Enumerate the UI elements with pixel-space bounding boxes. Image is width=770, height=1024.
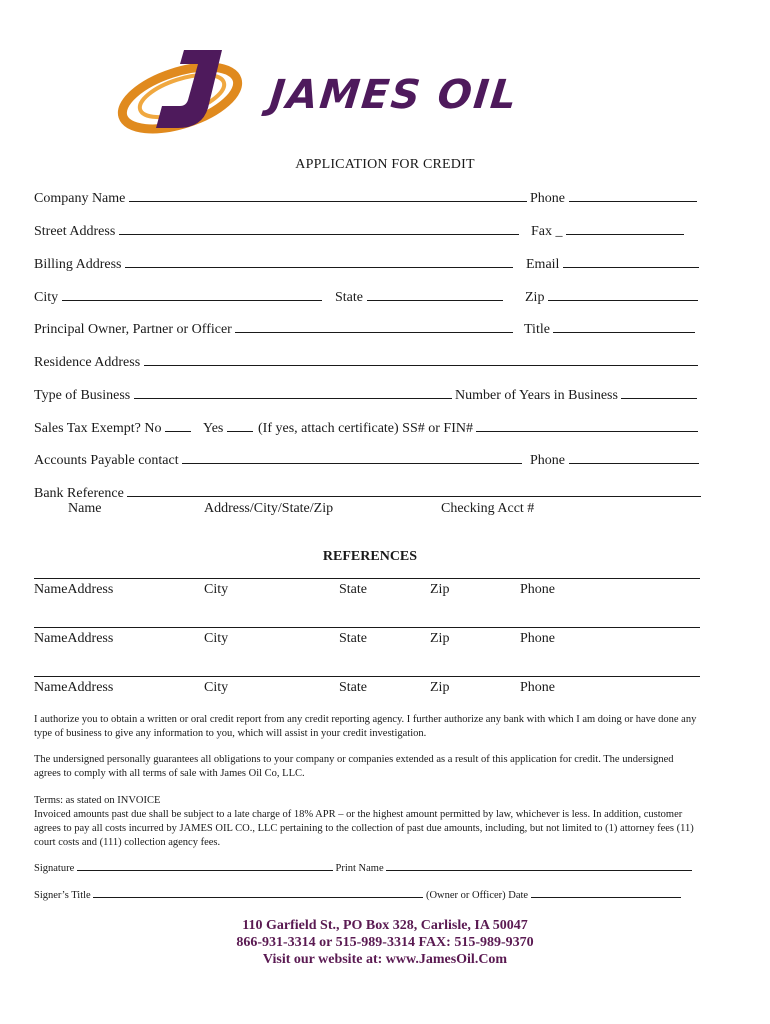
ref3-nameaddress: NameAddress — [34, 680, 114, 695]
ref1-nameaddress: NameAddress — [34, 582, 114, 597]
footer-phones: 866-931-3314 or 515-989-3314 FAX: 515-989-9370 — [236, 935, 534, 950]
ap-phone-label: Phone — [530, 453, 565, 468]
email-field[interactable] — [526, 255, 699, 273]
tax-exempt-no-field[interactable] — [34, 419, 191, 437]
reference-2-line[interactable] — [34, 627, 700, 628]
signers-title-row — [34, 887, 702, 901]
logo-text: JAMES OIL — [267, 72, 521, 118]
guarantee-text: The undersigned personally guarantees all obligations to your company or companies extended as a result of this application for credit. The undersigned agrees to comply with all terms of sale with James Oil Co, LLC. — [34, 754, 674, 779]
phone-label: Phone — [530, 191, 565, 206]
footer-website[interactable]: Visit our website at: www.JamesOil.Com — [262, 952, 508, 967]
accounts-payable-field[interactable] — [34, 451, 522, 469]
company-logo — [112, 44, 656, 138]
residence-address-label: Residence Address — [34, 355, 141, 370]
ref2-city: City — [204, 631, 229, 646]
accounts-payable-label: Accounts Payable contact — [34, 453, 179, 468]
signers-title-label: Signer’s Title — [34, 890, 91, 901]
bank-reference-field[interactable] — [34, 484, 701, 502]
billing-address-label: Billing Address — [34, 257, 122, 272]
years-in-business-field[interactable] — [455, 386, 697, 404]
authorization-paragraph — [34, 713, 702, 741]
zip-label: Zip — [525, 290, 545, 305]
signature-label: Signature — [34, 863, 75, 874]
print-name-label: Print Name — [335, 863, 384, 874]
fax-field[interactable] — [531, 222, 684, 240]
street-address-field[interactable] — [34, 222, 519, 240]
tax-exempt-yes-field[interactable] — [203, 419, 253, 437]
ss-fin-field[interactable] — [258, 419, 698, 437]
ref1-phone: Phone — [520, 582, 555, 597]
authorization-text: I authorize you to obtain a written or oral credit report from any credit reporting agency. I further authorize any bank with which I am doing or have done any type of business to give any information to you, which will assist in your credit investigation. — [34, 714, 697, 739]
principal-label: Principal Owner, Partner or Officer — [34, 322, 232, 337]
ref3-zip: Zip — [430, 680, 450, 695]
billing-address-field[interactable] — [34, 255, 513, 273]
bank-address-caption: Address/City/State/Zip — [204, 501, 334, 516]
tax-exempt-label: Sales Tax Exempt? No — [34, 421, 162, 436]
company-name-field[interactable] — [34, 189, 527, 207]
references-title: REFERENCES — [322, 549, 418, 564]
ref3-phone: Phone — [520, 680, 555, 695]
state-label: State — [335, 290, 363, 305]
ap-phone-field[interactable] — [530, 451, 699, 469]
fax-label: Fax _ — [531, 224, 563, 239]
ref1-state: State — [339, 582, 367, 597]
reference-3-line[interactable] — [34, 676, 700, 677]
ref3-city: City — [204, 680, 229, 695]
ref3-state: State — [339, 680, 367, 695]
ss-fin-label: (If yes, attach certificate) SS# or FIN# — [258, 421, 473, 436]
form-title: APPLICATION FOR CREDIT — [295, 157, 475, 172]
bank-reference-label: Bank Reference — [34, 486, 124, 501]
reference-1-line[interactable] — [34, 578, 700, 579]
street-address-label: Street Address — [34, 224, 116, 239]
ref2-state: State — [339, 631, 367, 646]
zip-field[interactable] — [525, 288, 698, 306]
type-of-business-label: Type of Business — [34, 388, 131, 403]
title-field[interactable] — [524, 320, 695, 338]
owner-date-label: (Owner or Officer) Date — [425, 890, 529, 901]
principal-field[interactable] — [34, 320, 513, 338]
bank-checking-caption: Checking Acct # — [441, 501, 535, 516]
type-of-business-field[interactable] — [34, 386, 452, 404]
logo-swoosh-icon — [112, 44, 262, 138]
signature-row — [34, 860, 702, 874]
guarantee-paragraph — [34, 753, 702, 781]
ref1-zip: Zip — [430, 582, 450, 597]
email-label: Email — [526, 257, 560, 272]
years-in-business-label: Number of Years in Business — [455, 388, 618, 403]
company-name-label: Company Name — [34, 191, 126, 206]
phone-field[interactable] — [530, 189, 697, 207]
terms-heading: Terms: as stated on INVOICE — [34, 795, 161, 806]
residence-address-field[interactable] — [34, 353, 698, 371]
ref2-nameaddress: NameAddress — [34, 631, 114, 646]
yes-label: Yes — [203, 421, 224, 436]
footer-address: 110 Garfield St., PO Box 328, Carlisle, IA 50047 — [242, 918, 528, 933]
print-name-field[interactable] — [336, 863, 693, 874]
date-field[interactable] — [426, 890, 681, 901]
ref1-city: City — [204, 582, 229, 597]
bank-name-caption: Name — [68, 501, 102, 516]
ref2-phone: Phone — [520, 631, 555, 646]
title-label: Title — [524, 322, 550, 337]
ref2-zip: Zip — [430, 631, 450, 646]
signers-title-field[interactable] — [34, 890, 426, 901]
city-field[interactable] — [34, 288, 322, 306]
signature-field[interactable] — [34, 863, 336, 874]
city-label: City — [34, 290, 59, 305]
terms-paragraph — [34, 794, 702, 850]
terms-body: Invoiced amounts past due shall be subject to a late charge of 18% APR – or the highest amount permitted by law, whichever is less. In addition, customer agrees to pay all costs incurred by JAMES OIL CO., LLC pertaining to the collection of past due amounts, including, but not limited to (1) attorney fees (11) court costs and (111) collection agency fees. — [34, 809, 694, 848]
state-field[interactable] — [335, 288, 503, 306]
